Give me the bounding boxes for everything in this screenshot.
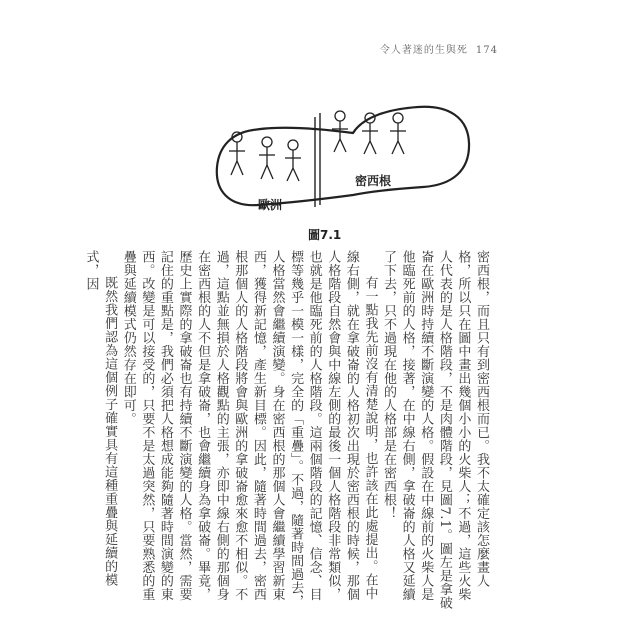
paragraph-3: 既然我們認為這個例子確實具有這種重疊與延續的模式，因 xyxy=(83,250,118,587)
page-number: 174 xyxy=(475,45,498,56)
figure-illustration xyxy=(213,95,473,225)
body-text xyxy=(83,250,490,610)
figure-outline xyxy=(217,107,469,205)
header-title: 令人著迷的生與死 xyxy=(379,45,468,56)
figure-7-1 xyxy=(213,95,473,225)
figure-label-michigan: 密西根 xyxy=(355,174,392,188)
figure-label-europe: 歐洲 xyxy=(258,198,283,212)
stick-figure-right-3 xyxy=(390,113,406,154)
paragraph-2: 有一點我先前沒有清楚說明，也許該在此處提出。在中線右側，就在拿破崙的人格初次出現於密西根的時候，那個人格階段自然會與中線左側的最後一個人格階段非常類似，也就是他臨死前的人格階段。這兩個階段的記憶、信念、目標等幾乎一模一樣，完全的「重疊」。不過，隨著時間過去，人格當然會繼續演變。身在密西根的那個人會繼續學習新東西，獲得新記憶，產生新目標。因此，隨著時間過去，密西根那個人的人格階段將會與歐洲的拿破崙愈來愈不相似。不過，這點並無損於人格觀點的主張，亦即中線右側的那個身在密西根的人不但是拿破崙，也會繼續身為拿破崙。畢竟，歷史上實際的拿破崙也有持續不斷演變的人格。當然，需要記住的重點是，我們必須把人格想成能夠隨著時間演變的東西。改變是可以接受的，只要不是太過突然，只要熟悉的重疊與延續模式仍然存在即可。 xyxy=(120,250,378,608)
running-header xyxy=(380,41,498,56)
figure-caption: 圖7.1 xyxy=(308,228,342,242)
stick-figure-left-2 xyxy=(259,137,275,179)
stick-figure-left-3 xyxy=(285,140,301,181)
paragraph-1: 密西根，而且只有到密西根而已。我不太確定該怎麼畫人格，所以只在圖中畫出幾個小小的火柴人；不過，這些火柴人代表的是人格階段，不是肉體階段，見圖7.1。圖左是拿破崙在歐洲時持續不斷演變的人格。假設在中線前的火柴人是他臨死前的人格，接著，在中線右側，拿破崙的人格又延續了下去，只不過現在他的人格部是在密西根！ xyxy=(381,250,489,610)
